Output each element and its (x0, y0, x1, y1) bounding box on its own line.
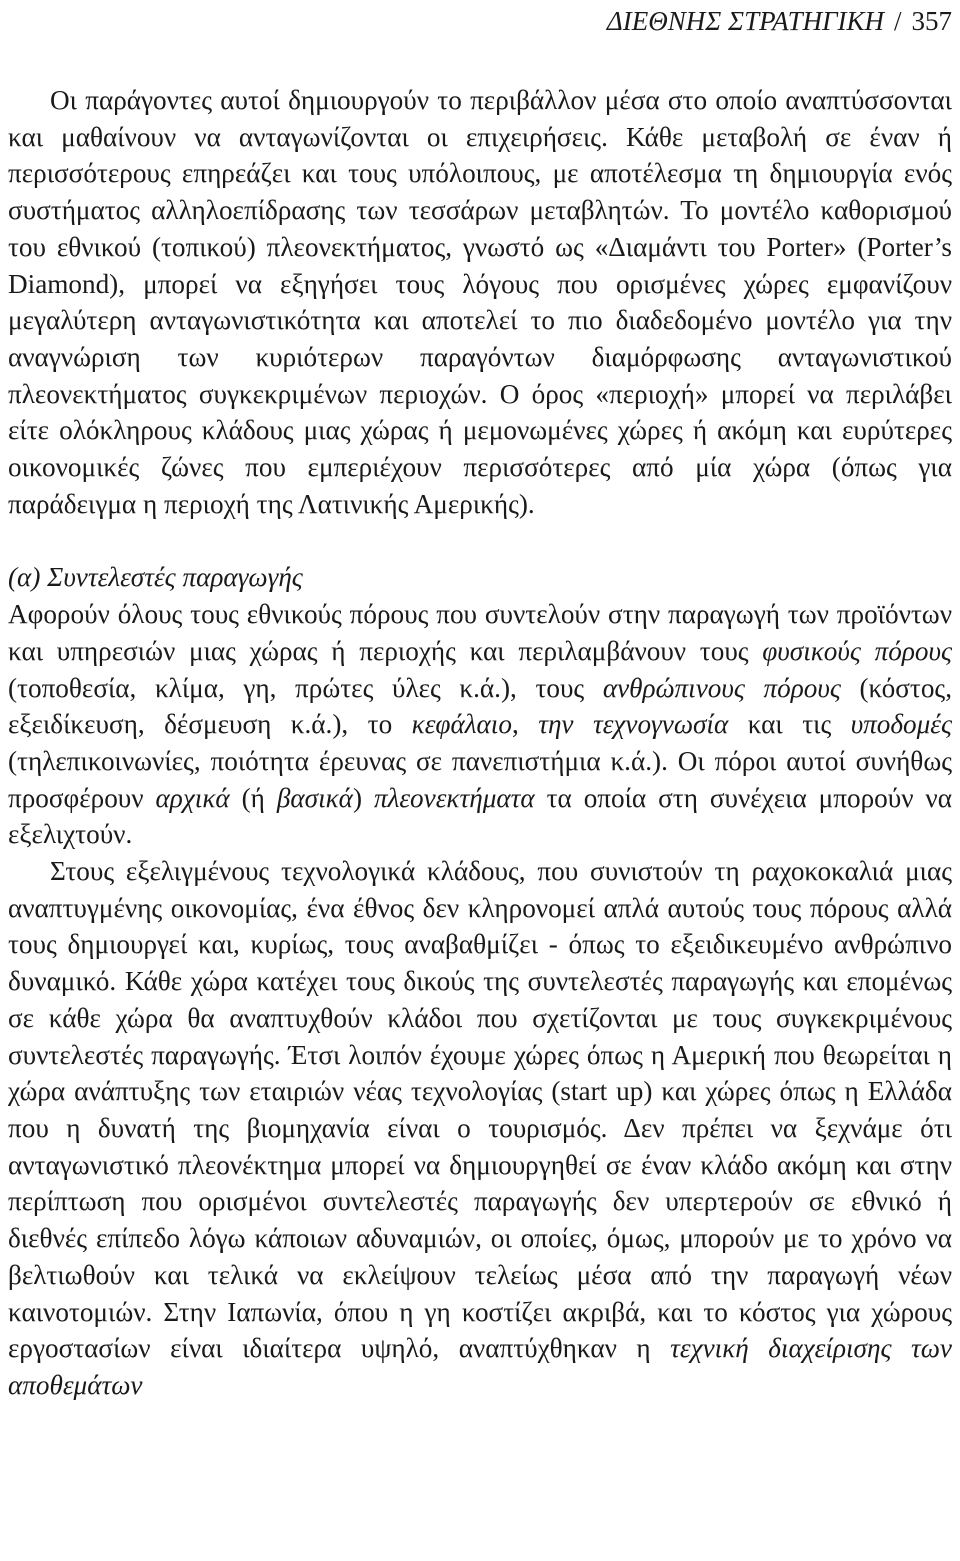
text-run: ) (352, 782, 374, 813)
emphasis-run: φυσικούς πόρους (762, 635, 952, 666)
section-spacer (8, 522, 952, 559)
text-run: Στους εξελιγμένους τεχνολογικά κλάδους, που συνιστούν τη ραχοκοκαλιά μιας αναπτυγμένης οικονομίας, ένα έθνος δεν κληρονομεί απλά αυτούς τους πόρους αλλά τους δημιουργεί και, κυρίως, τους αναβαθμίζει - όπως το εξειδικευμένο ανθρώπινο δυναμικό. Κάθε χώρα κατέχει τους δικούς της συντελεστές παραγωγής και επομένως σε κάθε χώρα θα αναπτυχθούν κλάδοι που σχετίζονται με τους συγκεκριμένους συντελεστές παραγωγής. Έτσι λοιπόν έχουμε χώρες όπως η Αμερική που θεωρείται η χώρα ανάπτυξης των εταιριών νέας τεχνολογίας (start up) και χώρες όπως η Ελλάδα που η δυνατή της βιομηχανία είναι ο τουρισμός. Δεν πρέπει να ξεχνάμε ότι ανταγωνιστικό πλεονέκτημα μπορεί να δημιουργηθεί σε έναν κλάδο ακόμη και στην περίπτωση που ορισμένοι συντελεστές παραγωγής δεν υπερτερούν σε εθνικό ή διεθνές επίπεδο λόγω κάποιων αδυναμιών, οι οποίες, όμως, μπορούν με το χρόνο να βελτιωθούν και τελικά να εκλείψουν τελείως μέσα από την παραγωγή νέων καινοτομιών. Στην Ιαπωνία, όπου η γη κοστίζει ακριβά, και το κόστος για χώρους εργοστασίων είναι ιδιαίτερα υψηλό, αναπτύχθηκαν η (8, 856, 952, 1364)
text-run: τα οποία στη συνέχεια μπορούν να εξελιχτούν. (8, 782, 952, 850)
header-separator: / (893, 6, 902, 36)
text-run: (τηλεπικοινωνίες, ποιότητα έρευνας σε πανεπιστήμια κ.ά.). Οι πόροι αυτοί συνήθως προσφέρουν (8, 745, 952, 813)
page-number: 357 (911, 6, 952, 36)
paragraph-1: Οι παράγοντες αυτοί δημιουργούν το περιβάλλον μέσα στο οποίο αναπτύσσονται και μαθαίνουν να ανταγωνίζονται οι επιχειρήσεις. Κάθε μεταβολή σε έναν ή περισσότερους επηρεάζει και τους υπόλοιπους, με αποτέλεσμα τη δημιουργία ενός συστήματος αλληλοεπίδρασης των τεσσάρων μεταβλητών. Το μοντέλο καθορισμού του εθνικού (τοπικού) πλεονεκτήματος, γνωστό ως «Διαμάντι του Porter» (Porter’s Diamond), μπορεί να εξηγήσει τους λόγους που ορισμένες χώρες εμφανίζουν μεγαλύτερη ανταγωνιστικότητα και αποτελεί το πιο διαδεδομένο μοντέλο για την αναγνώριση των κυριότερων παραγόντων διαμόρφωσης ανταγωνιστικού πλεονεκτήματος συγκεκριμένων περιοχών. Ο όρος «περιοχή» μπορεί να περιλάβει είτε ολόκληρους κλάδους μιας χώρας ή μεμονωμένες χώρες ή ακόμη και ευρύτερες οικονομικές ζώνες που εμπεριέχουν περισσότερες από μία χώρα (όπως για παράδειγμα η περιοχή της Λατινικής Αμερικής). (8, 85, 952, 519)
text-run: , (511, 709, 539, 740)
emphasis-run: κεφάλαιο (411, 709, 512, 740)
journal-title: ΔΙΕΘΝΗΣ ΣΤΡΑΤΗΓΙΚΗ (606, 6, 884, 36)
paragraph-2 (8, 596, 952, 853)
running-header (607, 4, 952, 38)
emphasis-run: πλεονεκτήματα (373, 782, 535, 813)
text-run: (τοποθεσία, κλίμα, γη, πρώτες ύλες κ.ά.), τους (8, 672, 603, 703)
emphasis-run: τεχνική διαχείρισης των αποθεμάτων (8, 1333, 953, 1400)
emphasis-run: υποδομές (850, 709, 953, 740)
emphasis-run: ανθρώπινους πόρους (602, 672, 841, 703)
section-subheading: (α) Συντελεστές παραγωγής (8, 562, 303, 593)
paragraph-3 (8, 853, 952, 1404)
emphasis-run: αρχικά (155, 782, 230, 813)
text-run: (ή (229, 782, 277, 813)
emphasis-run: την τεχνογνωσία (538, 709, 729, 740)
emphasis-run: βασικά (276, 782, 353, 813)
text-run: Αφορούν όλους τους εθνικούς πόρους που συντελούν στην παραγωγή των προϊόντων και υπηρεσιών μιας χώρας ή περιοχής και περιλαμβάνουν τους (8, 599, 952, 666)
text-run: (κόστος, εξειδίκευση, δέσμευση κ.ά.), το (8, 672, 952, 740)
text-run: και τις (728, 709, 851, 740)
page-body (8, 82, 952, 1404)
